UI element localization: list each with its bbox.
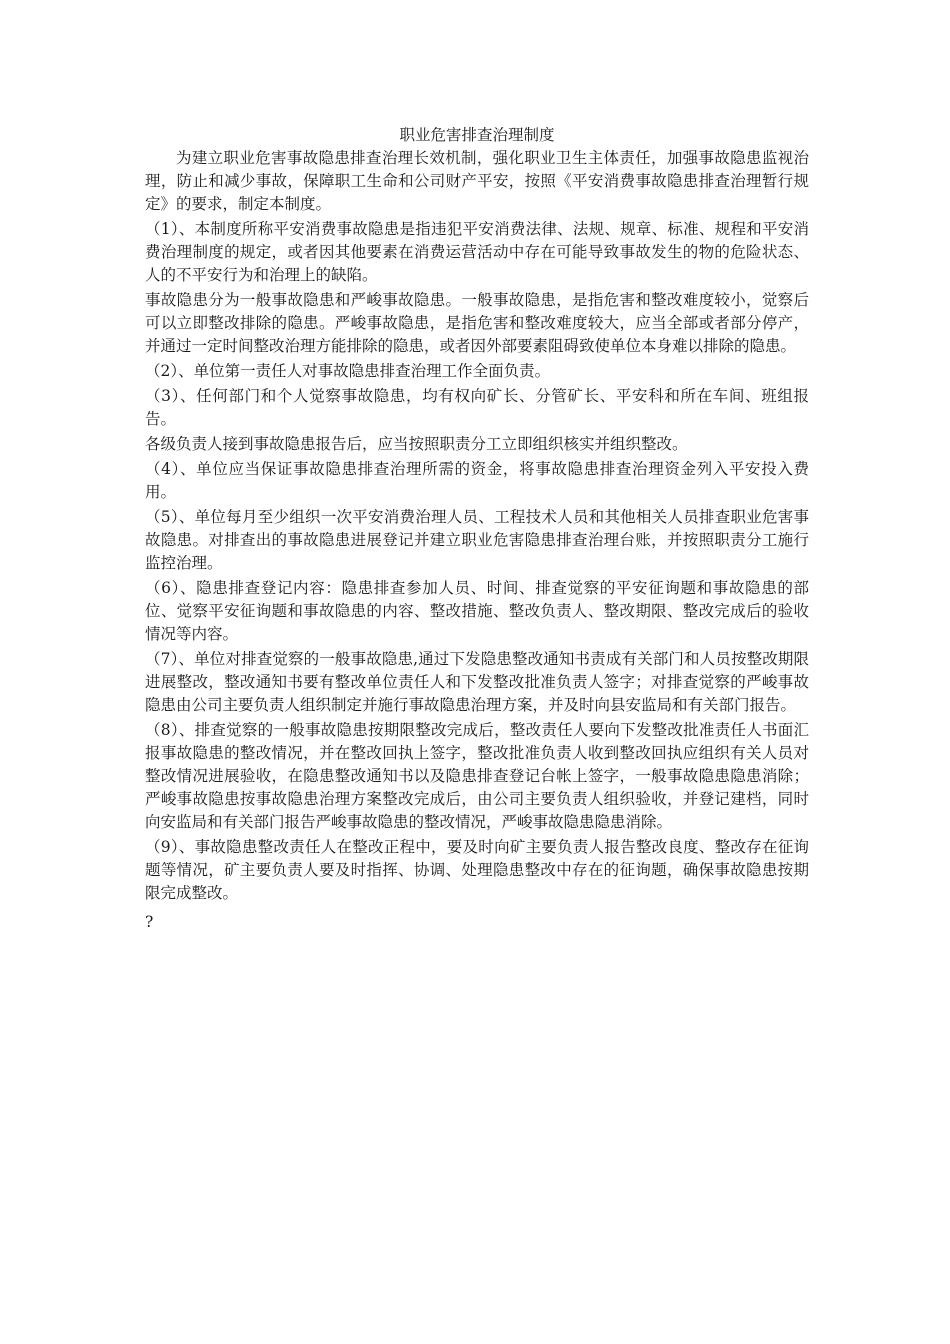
paragraph-2: （2）、单位第一责任人对事故隐患排查治理工作全面负责。: [145, 362, 551, 380]
paragraph-1: （1）、本制度所称平安消费事故隐患是指违犯平安消费法律、法规、规章、标准、规程和平安消费治理制度的规定，或者因其他要素在消费运营活动中存在可能导致事故发生的物的危险状态、人的不平安行为和治理上的缺陷。: [145, 220, 809, 284]
paragraph-4: （4）、单位应当保证事故隐患排查治理所需的资金，将事故隐患排查治理资金列入平安投入费用。: [145, 460, 809, 501]
paragraph-7: （7）、单位对排查觉察的一般事故隐患,通过下发隐患整改通知书责成有关部门和人员按整改期限进展整改，整改通知书要有整改单位责任人和下发整改批准负责人签字；对排查觉察的严峻事故隐患由公司主要负责人组织制定并施行事故隐患治理方案，并及时向县安监局和有关部门报告。: [145, 650, 809, 714]
paragraph-hazard-types: 事故隐患分为一般事故隐患和严峻事故隐患。一般事故隐患，是指危害和整改难度较小，觉察后可以立即整改排除的隐患。严峻事故隐患，是指危害和整改难度较大，应当全部或者部分停产，并通过一定时间整改治理方能排除的隐患，或者因外部要素阻碍致使单位本身难以排除的隐患。: [145, 291, 809, 355]
document-body: [145, 124, 809, 934]
trailing-mark: ?: [145, 913, 154, 931]
paragraph-9: （9）、事故隐患整改责任人在整改正程中，要及时向矿主要负责人报告整改良度、整改存在征询题等情况，矿主要负责人要及时指挥、协调、处理隐患整改中存在的征询题，确保事故隐患按期限完成整改。: [145, 838, 809, 902]
paragraph-8: （8）、排查觉察的一般事故隐患按期限整改完成后，整改责任人要向下发整改批准责任人书面汇报事故隐患的整改情况，并在整改回执上签字，整改批准负责人收到整改回执应组织有关人员对整改情况进展验收，在隐患整改通知书以及隐患排查登记台帐上签字，一般事故隐患隐患消除；严峻事故隐患按事故隐患治理方案整改完成后，由公司主要负责人组织验收，并登记建档，同时向安监局和有关部门报告严峻事故隐患的整改情况，严峻事故隐患隐患消除。: [145, 721, 809, 831]
document-title: 职业危害排查治理制度: [399, 126, 555, 144]
paragraph-5: （5）、单位每月至少组织一次平安消费治理人员、工程技术人员和其他相关人员排查职业危害事故隐患。对排查出的事故隐患进展登记并建立职业危害隐患排查治理台账，并按照职责分工施行监控治理。: [145, 508, 809, 572]
paragraph-3: （3）、任何部门和个人觉察事故隐患，均有权向矿长、分管矿长、平安科和所在车间、班组报告。: [145, 387, 809, 428]
paragraph-report-handling: 各级负责人接到事故隐患报告后，应当按照职责分工立即组织核实并组织整改。: [145, 435, 688, 453]
paragraph-intro: 为建立职业危害事故隐患排查治理长效机制，强化职业卫生主体责任，加强事故隐患监视治理，防止和减少事故，保障职工生命和公司财产平安，按照《平安消费事故隐患排查治理暂行规定》的要求，制定本制度。: [145, 149, 809, 213]
paragraph-6: （6）、隐患排查登记内容：隐患排查参加人员、时间、排查觉察的平安征询题和事故隐患的部位、觉察平安征询题和事故隐患的内容、整改措施、整改负责人、整改期限、整改完成后的验收情况等内容。: [145, 579, 809, 643]
